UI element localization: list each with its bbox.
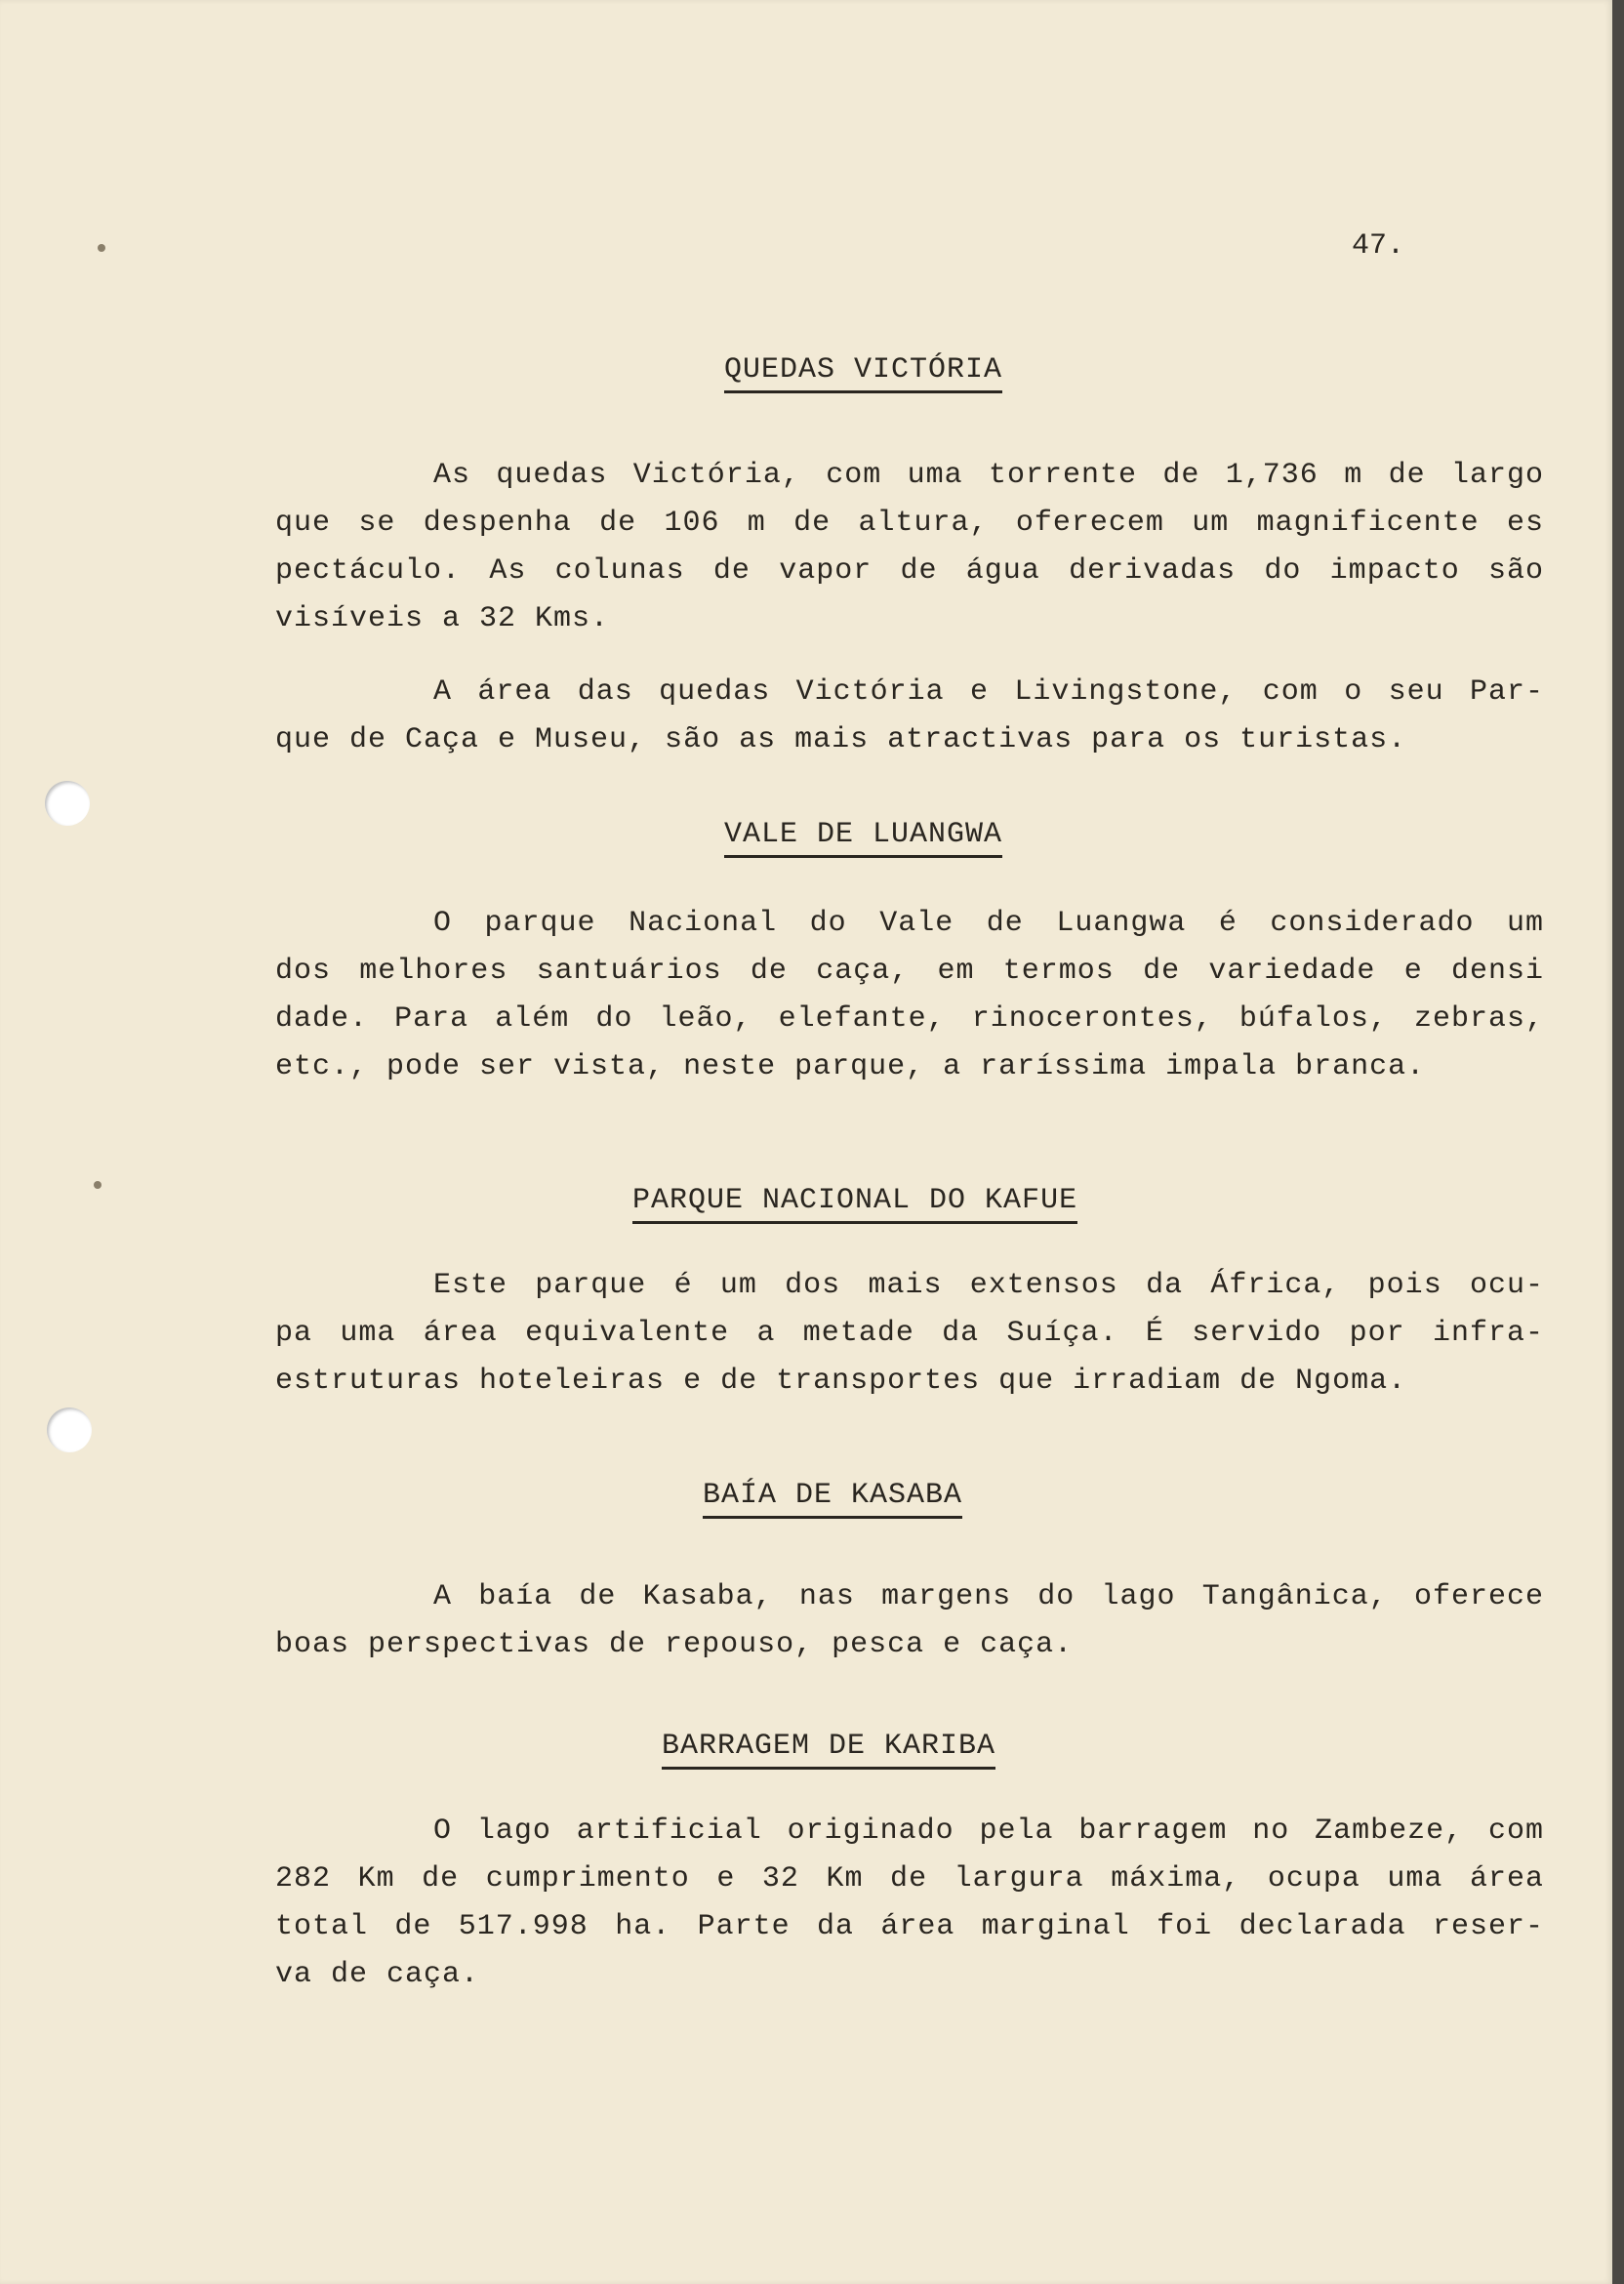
punch-hole	[47, 1407, 92, 1452]
page-edge	[1612, 0, 1624, 2284]
section-title-quedas-victoria: QUEDAS VICTÓRIA	[724, 353, 1002, 393]
text-line: pa uma área equivalente a metade da Suíça. É servido por infra-	[275, 1317, 1544, 1350]
text-line: pectáculo. As colunas de vapor de água derivadas do impacto são	[275, 554, 1544, 588]
paper-speck	[98, 244, 105, 252]
section-title-vale-de-luangwa: VALE DE LUANGWA	[724, 818, 1002, 858]
text-line: que de Caça e Museu, são as mais atractivas para os turistas.	[275, 723, 1407, 756]
text-line: que se despenha de 106 m de altura, oferecem um magnificente es	[275, 507, 1544, 540]
paper-speck	[94, 1181, 102, 1189]
page-number: 47.	[1352, 229, 1405, 263]
text-line: total de 517.998 ha. Parte da área marginal foi declarada reser-	[275, 1910, 1544, 1943]
paragraph	[275, 1808, 1544, 1999]
text-line: 282 Km de cumprimento e 32 Km de largura máxima, ocupa uma área	[275, 1862, 1544, 1896]
text-line: A baía de Kasaba, nas margens do lago Tangânica, oferece	[433, 1580, 1544, 1613]
text-line: dade. Para além do leão, elefante, rinocerontes, búfalos, zebras,	[275, 1002, 1544, 1036]
text-line: boas perspectivas de repouso, pesca e caça.	[275, 1628, 1074, 1661]
punch-hole	[45, 781, 90, 826]
paragraph	[275, 1573, 1544, 1669]
text-line: estruturas hoteleiras e de transportes que irradiam de Ngoma.	[275, 1365, 1407, 1398]
paragraph	[275, 900, 1544, 1091]
text-line: Este parque é um dos mais extensos da África, pois ocu-	[433, 1269, 1544, 1302]
paragraph	[275, 452, 1544, 643]
paragraph	[275, 1262, 1544, 1406]
text-line: O parque Nacional do Vale de Luangwa é considerado um	[433, 907, 1544, 940]
text-line: A área das quedas Victória e Livingstone, com o seu Par-	[433, 675, 1544, 709]
text-line: visíveis a 32 Kms.	[275, 602, 610, 635]
text-line: etc., pode ser vista, neste parque, a raríssima impala branca.	[275, 1050, 1426, 1083]
text-line: O lago artificial originado pela barragem no Zambeze, com	[433, 1815, 1544, 1848]
section-title-parque-nacional-do-kafue: PARQUE NACIONAL DO KAFUE	[632, 1184, 1077, 1224]
section-title-baia-de-kasaba: BAÍA DE KASABA	[703, 1479, 962, 1519]
text-line: dos melhores santuários de caça, em termos de variedade e densi	[275, 955, 1544, 988]
paragraph	[275, 669, 1544, 764]
section-title-barragem-de-kariba: BARRAGEM DE KARIBA	[662, 1730, 995, 1770]
text-line: As quedas Victória, com uma torrente de 1,736 m de largo	[433, 459, 1544, 492]
text-line: va de caça.	[275, 1958, 480, 1991]
